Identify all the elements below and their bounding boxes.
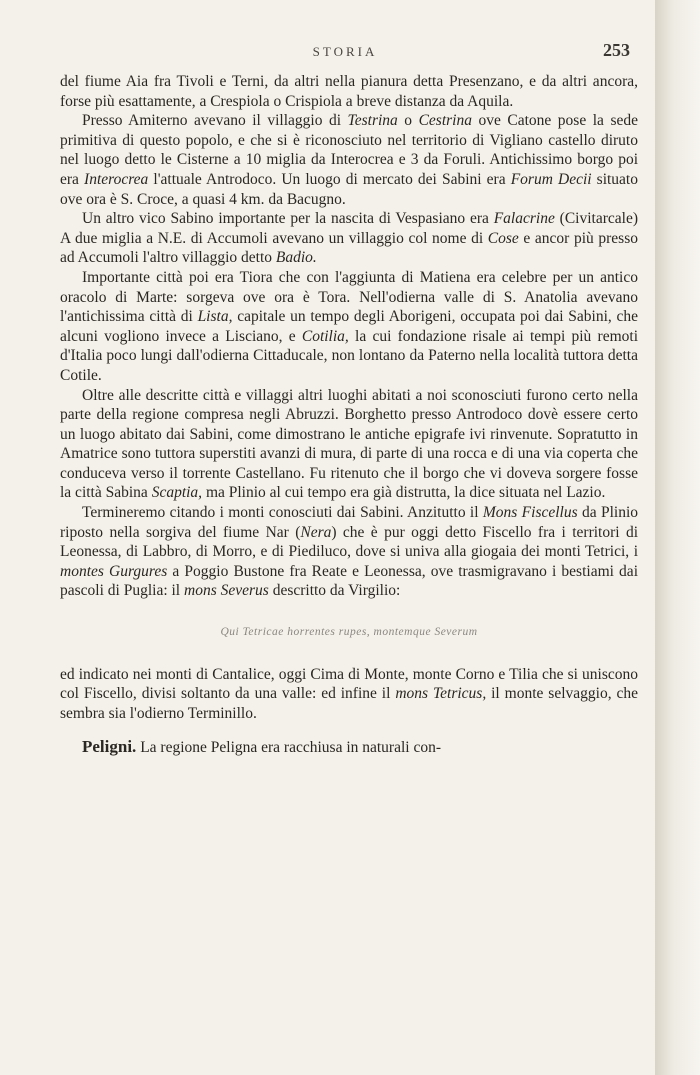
- verse-quote: Qui Tetricae horrentes rupes, montemque Severum: [220, 626, 478, 639]
- italic-term: Mons Fiscellus: [482, 504, 578, 522]
- text-run: e ancor più presso ad Accumoli l'altro villaggio detto: [60, 229, 638, 267]
- paragraph-peligni: [60, 737, 638, 758]
- text-run: Oltre alle descritte città e villaggi altri luoghi abitati a noi sconosciuti furono certo nella parte della regione compresa negli Abruzzi. Borghetto presso Antrodoco dovè essere certo un luogo abitato dai Sabini, come dimostrano le antiche epigrafe ivi rinvenute. Sopratutto in Amatrice sono tuttora superstiti avanzi di mura, di parte di una rocca e di una via coperta che conduceva verso il torrente Castellano. Fu ritenuto che il borgo che vi doveva sorgere fosse la città Sabina: [60, 386, 638, 502]
- text-run: Termineremo citando i monti conosciuti dai Sabini. Anzitutto il: [82, 504, 483, 522]
- paragraph: [60, 111, 638, 209]
- paragraph: [60, 503, 638, 601]
- text-run: situato ove ora è S. Croce, a quasi 4 km. da Bacugno.: [60, 170, 638, 208]
- text-run: del fiume Aia fra Tivoli e Terni, da altri nella pianura detta Presenzano, e da altri ancora, forse più esattamente, a Crespiola o Crispiola a breve distanza da Aquila.: [60, 73, 638, 110]
- text-run: ove Catone pose la sede primitiva di questo popolo, e che si è riconosciuto nel territorio di Vigliano castello diruto nel luogo detto le Cisterne a 10 miglia da Interocrea e 3 da Foruli. Antichissimo borgo poi era: [60, 112, 638, 188]
- page-header: [60, 40, 630, 68]
- paragraph: [60, 72, 638, 111]
- italic-term: Forum Decii: [510, 170, 592, 188]
- paragraph: [60, 209, 638, 268]
- text-run: a Poggio Bustone fra Reate e Leonessa, ove trasmigravano i bestiami dai pascoli di Puglia: il: [60, 562, 638, 600]
- italic-term: montes Gurgures: [60, 562, 168, 580]
- text-run: descritto da Virgilio:: [268, 582, 401, 600]
- paragraph: [60, 386, 638, 504]
- paragraph-gap: [60, 723, 638, 737]
- italic-term: Scaptia,: [151, 484, 203, 502]
- italic-term: Badio.: [275, 249, 317, 267]
- section-text: La regione Peligna era racchiusa in naturali con-: [136, 739, 442, 757]
- italic-term: mons Tetricus,: [395, 685, 487, 703]
- italic-term: Lista,: [197, 308, 233, 326]
- italic-term: mons Severus: [184, 582, 269, 600]
- italic-term: Nera: [300, 523, 332, 541]
- text-run: Importante città poi era Tiora che con l'aggiunta di Matiena era celebre per un antico oracolo di Marte: sorgeva ove ora è Tora. Nell'odierna valle di S. Anatolia avevano l'antichissima città di: [60, 268, 638, 326]
- italic-term: Cotilia,: [301, 327, 349, 345]
- italic-term: Interocrea: [84, 170, 149, 188]
- paragraph-list: [60, 72, 638, 601]
- text-run: ma Plinio al cui tempo era già distrutta, la dice situata nel Lazio.: [202, 484, 606, 502]
- paragraph: [60, 268, 638, 386]
- text-run: la cui fondazione risale ai tempi più remoti d'Italia poco lungi dall'odierna Cittaducale, non lontano da Paterno nella località tuttora detta Cotile.: [60, 327, 639, 384]
- italic-term: Falacrine: [493, 210, 555, 228]
- paragraph-after-quote: [60, 665, 638, 724]
- page-number: 253: [603, 40, 630, 60]
- text-run: capitale un tempo degli Aborigeni, occupata poi dai Sabini, che alcuni vogliono invece a Lisciano, e: [60, 308, 638, 345]
- text-run: Presso Amiterno avevano il villaggio di: [82, 112, 348, 130]
- italic-term: Cose: [487, 229, 519, 247]
- text-run: o: [397, 112, 419, 130]
- page-edge: [655, 0, 700, 1075]
- text-run: da Plinio riposto nella sorgiva del fiume Nar (: [60, 504, 638, 541]
- italic-term: Cestrina: [418, 112, 472, 130]
- text-run: Un altro vico Sabino importante per la nascita di Vespasiano era: [82, 210, 494, 228]
- running-title: STORIA: [312, 44, 378, 59]
- text-run: il monte selvaggio, che sembra sia l'odierno Terminillo.: [60, 685, 638, 722]
- text-run: l'attuale Antrodoco. Un luogo di mercato dei Sabini era: [148, 170, 511, 188]
- section-heading: Peligni.: [82, 737, 137, 757]
- italic-term: Testrina: [347, 112, 398, 130]
- text-run: ) che è pur oggi detto Fiscello fra i territori di Leonessa, di Labbro, di Morro, e di Piediluco, dove si univa alla giogaia dei monti Tetrici, i: [60, 523, 639, 561]
- body-text: [60, 72, 638, 758]
- text-run: (Civitarcale) A due miglia a N.E. di Accumoli avevano un villaggio col nome di: [60, 210, 638, 247]
- text-run: ed indicato nei monti di Cantalice, oggi Cima di Monte, monte Corno e Tilia che si uniscono col Fiscello, divisi soltanto da una valle: ed infine il: [60, 665, 638, 703]
